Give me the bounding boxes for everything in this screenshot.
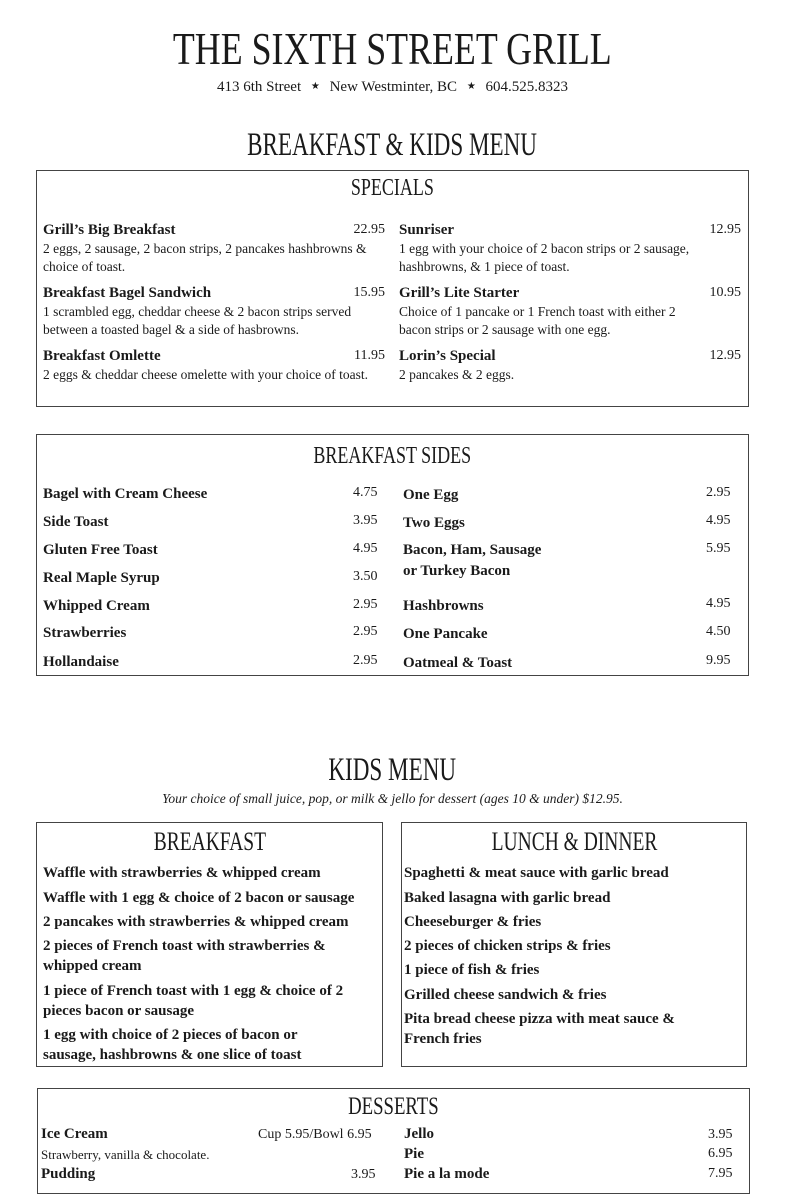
breakfast-sides-section	[36, 434, 749, 676]
address-line	[0, 79, 785, 96]
item-description: 2 eggs, 2 sausage, 2 bacon strips, 2 pancakes hashbrowns & choice of toast.	[43, 241, 367, 274]
side-item-price: 4.95	[706, 596, 731, 611]
side-item-name: Bacon, Ham, Sausage	[403, 542, 542, 558]
side-item-price: 4.75	[353, 485, 378, 500]
kids-item-continued: French fries	[404, 1031, 482, 1047]
kids-item-continued: whipped cream	[43, 958, 142, 974]
side-item-name: Gluten Free Toast	[43, 542, 158, 558]
kids-item: Waffle with strawberries & whipped cream	[43, 865, 321, 881]
kids-item: Waffle with 1 egg & choice of 2 bacon or sausage	[43, 890, 355, 906]
item-price: 12.95	[709, 222, 741, 237]
side-item-price: 3.50	[353, 569, 378, 584]
kids-item: 2 pieces of French toast with strawberries &	[43, 938, 326, 954]
kids-item: Spaghetti & meat sauce with garlic bread	[404, 865, 669, 881]
star-separator-icon: ★	[310, 81, 320, 92]
dessert-description: Strawberry, vanilla & chocolate.	[41, 1147, 210, 1162]
side-item-price: 4.50	[706, 624, 731, 639]
item-price: 15.95	[353, 285, 385, 300]
special-item: Grill’s Big Breakfast 22.95 2 eggs, 2 sausage, 2 bacon strips, 2 pancakes hashbrowns & choice of toast.	[43, 222, 385, 274]
side-item-name: Side Toast	[43, 514, 109, 530]
side-item-price: 5.95	[706, 541, 731, 556]
side-item-name: One Egg	[403, 487, 459, 503]
dessert-price: 6.95	[708, 1146, 733, 1161]
dessert-name: Pudding	[41, 1166, 96, 1182]
kids-menu-subtitle: Your choice of small juice, pop, or milk & jello for dessert (ages 10 & under) $12.95.	[162, 791, 623, 806]
city: New Westminter, BC	[329, 79, 458, 95]
side-item-price: 2.95	[353, 653, 378, 668]
side-item-price: 2.95	[353, 597, 378, 612]
dessert-name: Pie	[404, 1146, 424, 1162]
specials-section	[36, 170, 749, 407]
kids-item: Grilled cheese sandwich & fries	[404, 987, 607, 1003]
side-item-price: 9.95	[706, 653, 731, 668]
star-separator-icon: ★	[466, 81, 476, 92]
dessert-price: 3.95	[351, 1167, 376, 1182]
side-item-price: 3.95	[353, 513, 378, 528]
dessert-price: Cup 5.95/Bowl 6.95	[258, 1127, 372, 1142]
kids-item-continued: pieces bacon or sausage	[43, 1003, 194, 1019]
side-item-price: 2.95	[353, 624, 378, 639]
kids-item: 1 egg with choice of 2 pieces of bacon or	[43, 1027, 298, 1043]
kids-lunch-dinner-section	[401, 822, 747, 1067]
side-item-name: One Pancake	[403, 626, 488, 642]
side-item-price: 4.95	[353, 541, 378, 556]
phone-number: 604.525.8323	[485, 79, 569, 95]
side-item-name-continued: or Turkey Bacon	[403, 563, 511, 579]
item-price: 12.95	[709, 348, 741, 363]
side-item-name: Strawberries	[43, 625, 127, 641]
side-item-name: Two Eggs	[403, 515, 465, 531]
kids-menu-heading: KIDS MENU	[328, 752, 457, 788]
desserts-section	[37, 1088, 750, 1194]
kids-item: 1 piece of French toast with 1 egg & choice of 2	[43, 983, 344, 999]
kids-lunch-dinner-title: LUNCH & DINNER	[491, 827, 657, 856]
side-item-name: Whipped Cream	[43, 598, 150, 614]
kids-item: Pita bread cheese pizza with meat sauce &	[404, 1011, 675, 1027]
side-item-name: Hollandaise	[43, 654, 119, 670]
special-item: Breakfast Bagel Sandwich 15.95 1 scrambled egg, cheddar cheese & 2 bacon strips served between a toasted bagel & a side of hasbrowns.	[43, 285, 385, 337]
side-item-price: 4.95	[706, 513, 731, 528]
kids-item: 2 pieces of chicken strips & fries	[404, 938, 611, 954]
kids-breakfast-title: BREAKFAST	[153, 827, 266, 856]
side-item-name: Oatmeal & Toast	[403, 655, 513, 671]
kids-item: Cheeseburger & fries	[404, 914, 542, 930]
kids-item: Baked lasagna with garlic bread	[404, 890, 611, 906]
item-description: 2 pancakes & 2 eggs.	[399, 367, 515, 382]
item-description: 1 scrambled egg, cheddar cheese & 2 bacon strips served between a toasted bagel & a side of hasbrowns.	[43, 304, 352, 337]
side-item-name: Hashbrowns	[403, 598, 484, 614]
special-item: Grill’s Lite Starter 10.95 Choice of 1 pancake or 1 French toast with either 2 bacon strips or 2 sausage with one egg.	[399, 285, 741, 337]
item-description: 2 eggs & cheddar cheese omelette with your choice of toast.	[43, 367, 369, 382]
item-price: 22.95	[353, 222, 385, 237]
kids-breakfast-section	[36, 822, 383, 1067]
side-item-price: 2.95	[706, 485, 731, 500]
side-item-name: Real Maple Syrup	[43, 570, 160, 586]
kids-item-continued: sausage, hashbrowns & one slice of toast	[43, 1047, 302, 1063]
dessert-name: Pie a la mode	[404, 1166, 490, 1182]
kids-item: 2 pancakes with strawberries & whipped cream	[43, 914, 349, 930]
dessert-name: Jello	[404, 1126, 434, 1142]
special-item: Sunriser 12.95 1 egg with your choice of 2 bacon strips or 2 sausage, hashbrowns, & 1 piece of toast.	[399, 222, 741, 274]
side-item-name: Bagel with Cream Cheese	[43, 486, 208, 502]
kids-item: 1 piece of fish & fries	[404, 962, 540, 978]
dessert-name: Ice Cream	[41, 1126, 108, 1142]
item-price: 11.95	[354, 348, 385, 363]
breakfast-kids-heading: BREAKFAST & KIDS MENU	[247, 127, 538, 163]
item-price: 10.95	[709, 285, 741, 300]
dessert-price: 3.95	[708, 1127, 733, 1142]
street-address: 413 6th Street	[216, 79, 302, 95]
dessert-price: 7.95	[708, 1166, 733, 1181]
item-description: Choice of 1 pancake or 1 French toast with either 2 bacon strips or 2 sausage with one egg.	[399, 304, 676, 337]
item-description: 1 egg with your choice of 2 bacon strips or 2 sausage, hashbrowns, & 1 piece of toast.	[399, 241, 690, 274]
specials-title: SPECIALS	[350, 175, 435, 201]
special-item: Breakfast Omlette 11.95 2 eggs & cheddar cheese omelette with your choice of toast.	[43, 348, 385, 382]
desserts-title: DESSERTS	[348, 1093, 439, 1120]
restaurant-title: THE SIXTH STREET GRILL	[173, 23, 612, 74]
sides-title: BREAKFAST SIDES	[313, 443, 472, 469]
special-item: Lorin’s Special 12.95 2 pancakes & 2 eggs.	[399, 348, 741, 382]
